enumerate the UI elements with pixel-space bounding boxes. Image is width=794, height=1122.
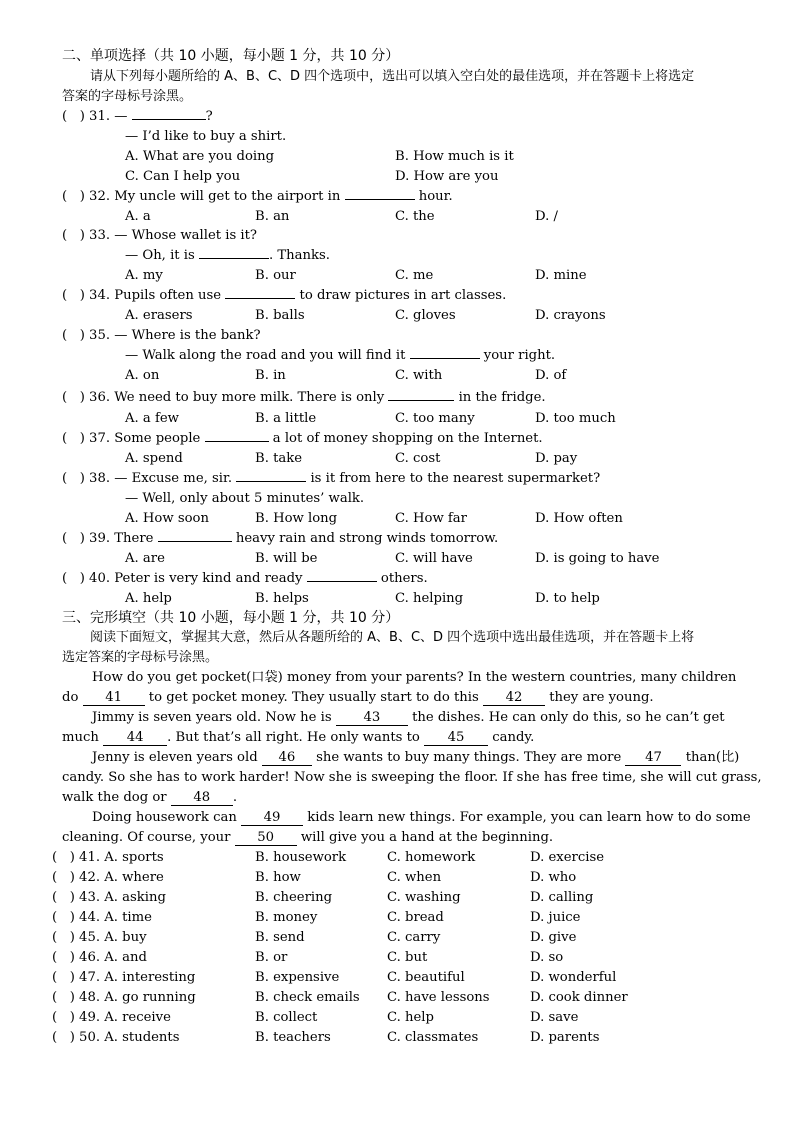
option-d: D. give xyxy=(530,930,577,945)
cloze-question-46: ( ) 46. A. and xyxy=(52,950,147,965)
answer-blank xyxy=(199,258,269,259)
question-34: ( ) 34. Pupils often use to draw pictures in art classes. xyxy=(62,288,507,303)
passage-line: How do you get pocket(口袋) money from your parents? In the western countries, many children xyxy=(92,670,737,685)
option-a: A. a xyxy=(125,209,151,224)
option-b: B. cheering xyxy=(255,890,333,905)
option-d: D. to help xyxy=(535,591,600,606)
section2-title: 二、单项选择（共 10 小题，每小题 1 分，共 10 分） xyxy=(62,48,400,64)
option-b: B. expensive xyxy=(255,970,340,985)
option-b: B. money xyxy=(255,910,318,925)
option-b: B. how xyxy=(255,870,301,885)
question-37: ( ) 37. Some people a lot of money shopping on the Internet. xyxy=(62,431,543,446)
cloze-question-50: ( ) 50. A. students xyxy=(52,1030,180,1045)
option-b: B. housework xyxy=(255,850,347,865)
option-c: C. when xyxy=(387,870,442,885)
option-b: B. teachers xyxy=(255,1030,331,1045)
passage-line: Jenny is eleven years old 46 she wants to buy many things. They are more 47 than(比) xyxy=(92,750,740,765)
option-b: B. How long xyxy=(255,511,338,526)
option-a: A. my xyxy=(125,268,163,283)
option-c: C. gloves xyxy=(395,308,456,323)
option-a: A. How soon xyxy=(125,511,209,526)
cloze-blank-41: 41 xyxy=(83,690,145,706)
option-d: D. exercise xyxy=(530,850,605,865)
question-36: ( ) 36. We need to buy more milk. There is only in the fridge. xyxy=(62,390,546,405)
option-c: C. help xyxy=(387,1010,434,1025)
option-d: D. cook dinner xyxy=(530,990,628,1005)
cloze-blank-46: 46 xyxy=(262,750,312,766)
cloze-question-44: ( ) 44. A. time xyxy=(52,910,152,925)
section3-instructions-line2: 选定答案的字母标号涂黑。 xyxy=(62,650,219,665)
option-c: C. How far xyxy=(395,511,467,526)
passage-line: much 44 . But that’s all right. He only wants to 45 candy. xyxy=(62,730,535,745)
option-b: B. in xyxy=(255,368,286,383)
option-c: C. carry xyxy=(387,930,441,945)
option-a: A. help xyxy=(125,591,172,606)
option-c: C. the xyxy=(395,209,435,224)
cloze-blank-50: 50 xyxy=(235,830,297,846)
cloze-question-45: ( ) 45. A. buy xyxy=(52,930,147,945)
option-c: C. me xyxy=(395,268,434,283)
option-b: B. will be xyxy=(255,551,318,566)
option-c: C. homework xyxy=(387,850,476,865)
question-35-response: — Walk along the road and you will find it your right. xyxy=(125,348,556,363)
cloze-blank-42: 42 xyxy=(483,690,545,706)
option-a: A. What are you doing xyxy=(125,149,275,164)
section3-instructions-line1: 阅读下面短文，掌握其大意，然后从各题所给的 A、B、C、D 四个选项中选出最佳选项，并在答题卡上将 xyxy=(90,630,695,645)
question-32: ( ) 32. My uncle will get to the airport in hour. xyxy=(62,189,453,204)
passage-line: cleaning. Of course, your 50 will give you a hand at the beginning. xyxy=(62,830,554,845)
cloze-blank-45: 45 xyxy=(424,730,488,746)
answer-blank xyxy=(236,481,306,482)
option-a: A. are xyxy=(125,551,165,566)
option-b: B. or xyxy=(255,950,288,965)
option-c: C. classmates xyxy=(387,1030,479,1045)
option-b: B. take xyxy=(255,451,303,466)
cloze-question-47: ( ) 47. A. interesting xyxy=(52,970,196,985)
section2-instructions-line2: 答案的字母标号涂黑。 xyxy=(62,89,193,104)
option-c: C. too many xyxy=(395,411,475,426)
option-c: C. will have xyxy=(395,551,473,566)
option-a: A. on xyxy=(125,368,160,383)
option-b: B. How much is it xyxy=(395,149,514,164)
option-b: B. our xyxy=(255,268,296,283)
option-d: D. wonderful xyxy=(530,970,617,985)
passage-line: walk the dog or 48 . xyxy=(62,790,238,805)
question-35: ( ) 35. — Where is the bank? xyxy=(62,328,261,343)
passage-line: candy. So she has to work harder! Now she is sweeping the floor. If she has free time, she will cut grass, xyxy=(62,770,762,785)
question-33: ( ) 33. — Whose wallet is it? xyxy=(62,228,257,243)
option-c: C. helping xyxy=(395,591,464,606)
option-a: A. spend xyxy=(125,451,183,466)
passage-line: Doing housework can 49 kids learn new things. For example, you can learn how to do some xyxy=(92,810,751,825)
answer-blank xyxy=(158,541,232,542)
option-d: D. pay xyxy=(535,451,578,466)
cloze-blank-48: 48 xyxy=(171,790,233,806)
option-d: D. save xyxy=(530,1010,579,1025)
option-c: C. bread xyxy=(387,910,444,925)
option-d: D. How often xyxy=(535,511,623,526)
answer-blank xyxy=(345,199,415,200)
option-c: C. have lessons xyxy=(387,990,490,1005)
answer-blank xyxy=(307,581,377,582)
option-b: B. send xyxy=(255,930,305,945)
cloze-blank-43: 43 xyxy=(336,710,408,726)
answer-blank xyxy=(132,119,206,120)
cloze-question-49: ( ) 49. A. receive xyxy=(52,1010,171,1025)
option-d: D. / xyxy=(535,209,558,224)
option-b: B. helps xyxy=(255,591,309,606)
passage-line: Jimmy is seven years old. Now he is 43 the dishes. He can only do this, so he can’t get xyxy=(92,710,725,725)
question-31-stem: ( ) 31. — xyxy=(62,109,128,124)
option-a: A. erasers xyxy=(125,308,193,323)
question-38-response: — Well, only about 5 minutes’ walk. xyxy=(125,491,365,506)
option-d: D. mine xyxy=(535,268,587,283)
option-b: B. an xyxy=(255,209,290,224)
passage-line: do 41 to get pocket money. They usually start to do this 42 they are young. xyxy=(62,690,654,705)
cloze-question-42: ( ) 42. A. where xyxy=(52,870,164,885)
answer-blank xyxy=(388,400,454,401)
option-d: D. who xyxy=(530,870,577,885)
cloze-blank-44: 44 xyxy=(103,730,167,746)
question-40: ( ) 40. Peter is very kind and ready others. xyxy=(62,571,428,586)
option-b: B. a little xyxy=(255,411,317,426)
question-38: ( ) 38. — Excuse me, sir. is it from here to the nearest supermarket? xyxy=(62,471,601,486)
option-d: D. too much xyxy=(535,411,616,426)
option-d: D. of xyxy=(535,368,567,383)
option-b: B. balls xyxy=(255,308,305,323)
option-c: C. but xyxy=(387,950,428,965)
answer-blank xyxy=(410,358,480,359)
option-c: C. with xyxy=(395,368,443,383)
cloze-question-41: ( ) 41. A. sports xyxy=(52,850,164,865)
option-c: C. cost xyxy=(395,451,441,466)
option-d: D. crayons xyxy=(535,308,606,323)
option-d: D. juice xyxy=(530,910,581,925)
question-39: ( ) 39. There heavy rain and strong winds tomorrow. xyxy=(62,531,499,546)
section3-title: 三、完形填空（共 10 小题，每小题 1 分，共 10 分） xyxy=(62,610,400,626)
cloze-blank-47: 47 xyxy=(625,750,681,766)
question-31: ( ) 31. — ? xyxy=(62,109,213,124)
option-b: B. collect xyxy=(255,1010,318,1025)
answer-blank xyxy=(225,298,295,299)
option-d: D. is going to have xyxy=(535,551,660,566)
cloze-blank-49: 49 xyxy=(241,810,303,826)
option-d: D. so xyxy=(530,950,564,965)
option-d: D. How are you xyxy=(395,169,499,184)
option-c: C. washing xyxy=(387,890,461,905)
question-31-response: — I’d like to buy a shirt. xyxy=(125,129,287,144)
option-d: D. calling xyxy=(530,890,594,905)
option-a: A. a few xyxy=(125,411,179,426)
question-33-response: — Oh, it is . Thanks. xyxy=(125,248,330,263)
option-c: C. Can I help you xyxy=(125,169,241,184)
cloze-question-43: ( ) 43. A. asking xyxy=(52,890,166,905)
option-d: D. parents xyxy=(530,1030,600,1045)
option-b: B. check emails xyxy=(255,990,360,1005)
section2-instructions-line1: 请从下列每小题所给的 A、B、C、D 四个选项中，选出可以填入空白处的最佳选项，并在答题卡上将选定 xyxy=(90,69,695,84)
answer-blank xyxy=(205,441,269,442)
option-c: C. beautiful xyxy=(387,970,465,985)
cloze-question-48: ( ) 48. A. go running xyxy=(52,990,196,1005)
